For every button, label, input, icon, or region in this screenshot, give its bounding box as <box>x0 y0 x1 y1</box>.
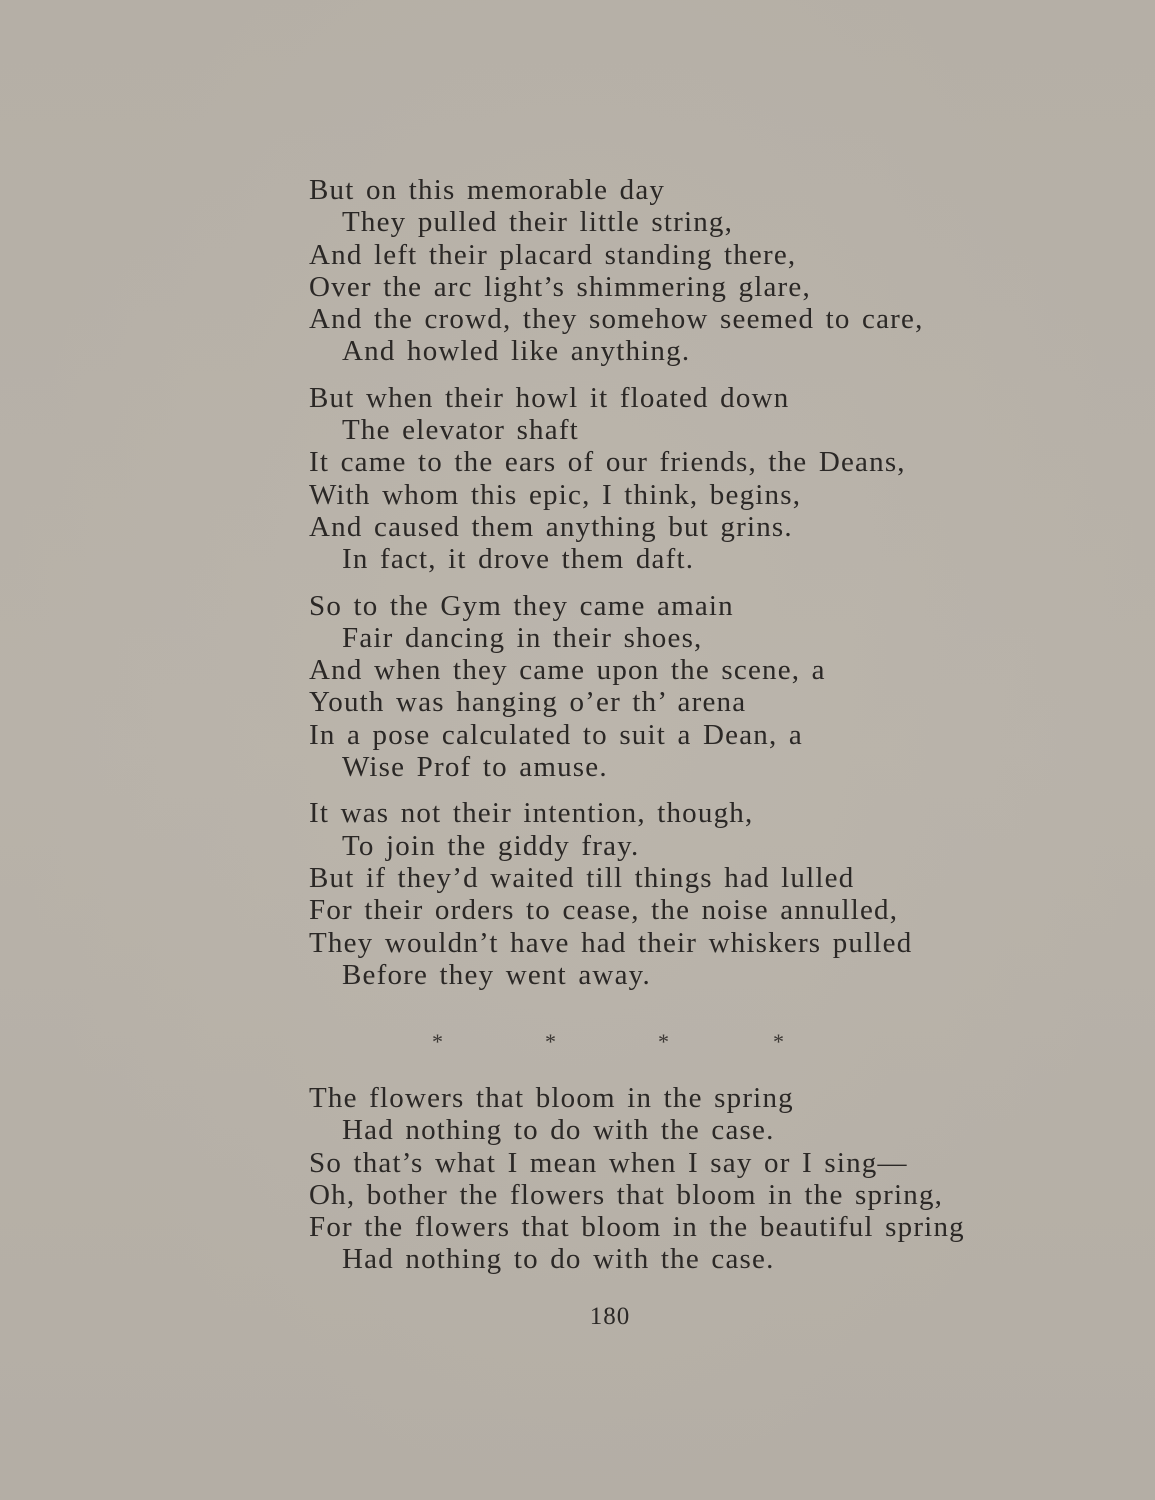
poem-line: For their orders to cease, the noise annulled, <box>309 894 899 927</box>
stanza-2 <box>309 382 1009 576</box>
poem-body <box>309 174 1009 1005</box>
poem-line: They wouldn’t have had their whiskers pulled <box>309 926 913 959</box>
poem-line: Had nothing to do with the case. <box>342 1243 775 1276</box>
asterisk-ornament: * <box>658 1029 669 1054</box>
final-stanza <box>309 1082 1029 1276</box>
poem-line: But when their howl it floated down <box>309 381 790 414</box>
poem-line: But on this memorable day <box>309 174 666 206</box>
poem-line: So to the Gym they came amain <box>309 589 734 622</box>
poem-line: But if they’d waited till things had lulled <box>309 861 855 894</box>
poem-line: It came to the ears of our friends, the Deans, <box>309 446 906 479</box>
poem-line: The flowers that bloom in the spring <box>309 1082 794 1114</box>
poem-line: Oh, bother the flowers that bloom in the spring, <box>309 1178 944 1211</box>
stanza-4 <box>309 797 1009 991</box>
asterisk-ornament: * <box>773 1029 784 1054</box>
poem-line: The elevator shaft <box>342 414 579 447</box>
poem-line: With whom this epic, I think, begins, <box>309 478 802 511</box>
stanza-1 <box>309 174 1009 368</box>
poem-line: And left their placard standing there, <box>309 238 797 271</box>
poem-line: Wise Prof to amuse. <box>342 751 608 784</box>
poem-line: It was not their intention, though, <box>309 797 754 830</box>
poem-line: Fair dancing in their shoes, <box>342 621 703 654</box>
poem-line: And howled like anything. <box>342 335 691 368</box>
poem-line: In a pose calculated to suit a Dean, a <box>309 718 803 751</box>
asterisk-ornament: * <box>432 1029 443 1054</box>
asterisk-ornament: * <box>545 1029 556 1054</box>
poem-line: For the flowers that bloom in the beautiful spring <box>309 1211 965 1244</box>
poem-line: Over the arc light’s shimmering glare, <box>309 270 811 303</box>
page-number: 180 <box>589 1303 631 1330</box>
poem-line: They pulled their little string, <box>342 206 734 239</box>
poem-line: In fact, it drove them daft. <box>342 543 695 576</box>
poem-line: To join the giddy fray. <box>342 829 640 862</box>
poem-line: Before they went away. <box>342 958 651 991</box>
poem-line: And when they came upon the scene, a <box>309 654 826 687</box>
poem-line: Had nothing to do with the case. <box>342 1114 775 1147</box>
poem-line: And caused them anything but grins. <box>309 510 793 543</box>
poem-line: So that’s what I mean when I say or I sing— <box>309 1146 908 1179</box>
stanza-3 <box>309 590 1009 784</box>
poem-line: And the crowd, they somehow seemed to care, <box>309 303 924 336</box>
section-divider <box>0 1030 1155 1054</box>
poem-line: Youth was hanging o’er th’ arena <box>309 686 747 719</box>
